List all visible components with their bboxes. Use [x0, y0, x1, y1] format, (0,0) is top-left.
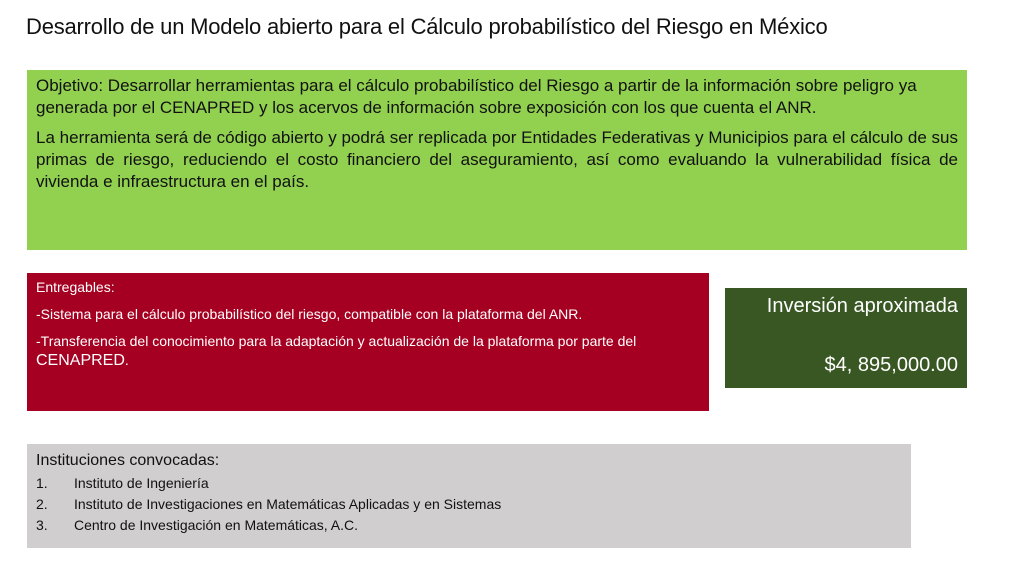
list-item-text: Instituto de Ingeniería: [74, 475, 209, 491]
list-item-number: 3.: [36, 517, 48, 533]
objective-text: Objetivo: Desarrollar herramientas para el cálculo probabilístico del Riesgo a partir de la información sobre peligro ya generada por el CENAPRED y los acervos de información sobre exposición con los que cuenta el ANR.: [36, 76, 917, 117]
list-item-text: Centro de Investigación en Matemáticas, A.C.: [74, 517, 359, 533]
investment-label: Inversión aproximada: [766, 295, 958, 317]
institutions-heading: Instituciones convocadas:: [36, 452, 220, 469]
deliverable-item-2-org: CENAPRED: [36, 352, 125, 369]
deliverables-heading: Entregables:: [36, 279, 115, 295]
investment-amount: $4, 895,000.00: [824, 354, 958, 376]
list-item-text: Instituto de Investigaciones en Matemáticas Aplicadas y en Sistemas: [74, 496, 502, 512]
objective-description: La herramienta será de código abierto y podrá ser replicada por Entidades Federativas y Municipios para el cálculo de sus primas de riesgo, reduciendo el costo financiero del aseguramiento, así como evaluando la vulnerabilidad física de vivienda e infraestructura en el país.: [36, 128, 958, 191]
list-item-number: 2.: [36, 496, 48, 512]
list-item: [36, 515, 902, 536]
slide-title: Desarrollo de un Modelo abierto para el Cálculo probabilístico del Riesgo en México: [26, 14, 828, 39]
deliverable-item-2: [36, 332, 700, 370]
institutions-list: [36, 473, 902, 536]
deliverable-item-2-text: -Transferencia del conocimiento para la adaptación y actualización de la plataforma por parte del: [36, 333, 637, 349]
deliverable-item-2-end: .: [124, 352, 129, 368]
list-item: [36, 494, 902, 515]
objective-box: [27, 70, 967, 250]
list-item: [36, 473, 902, 494]
investment-box: [725, 288, 967, 388]
list-item-number: 1.: [36, 475, 48, 491]
deliverables-box: [27, 273, 709, 411]
institutions-box: [27, 444, 911, 548]
deliverable-item-1: -Sistema para el cálculo probabilístico del riesgo, compatible con la plataforma del ANR.: [36, 306, 583, 322]
